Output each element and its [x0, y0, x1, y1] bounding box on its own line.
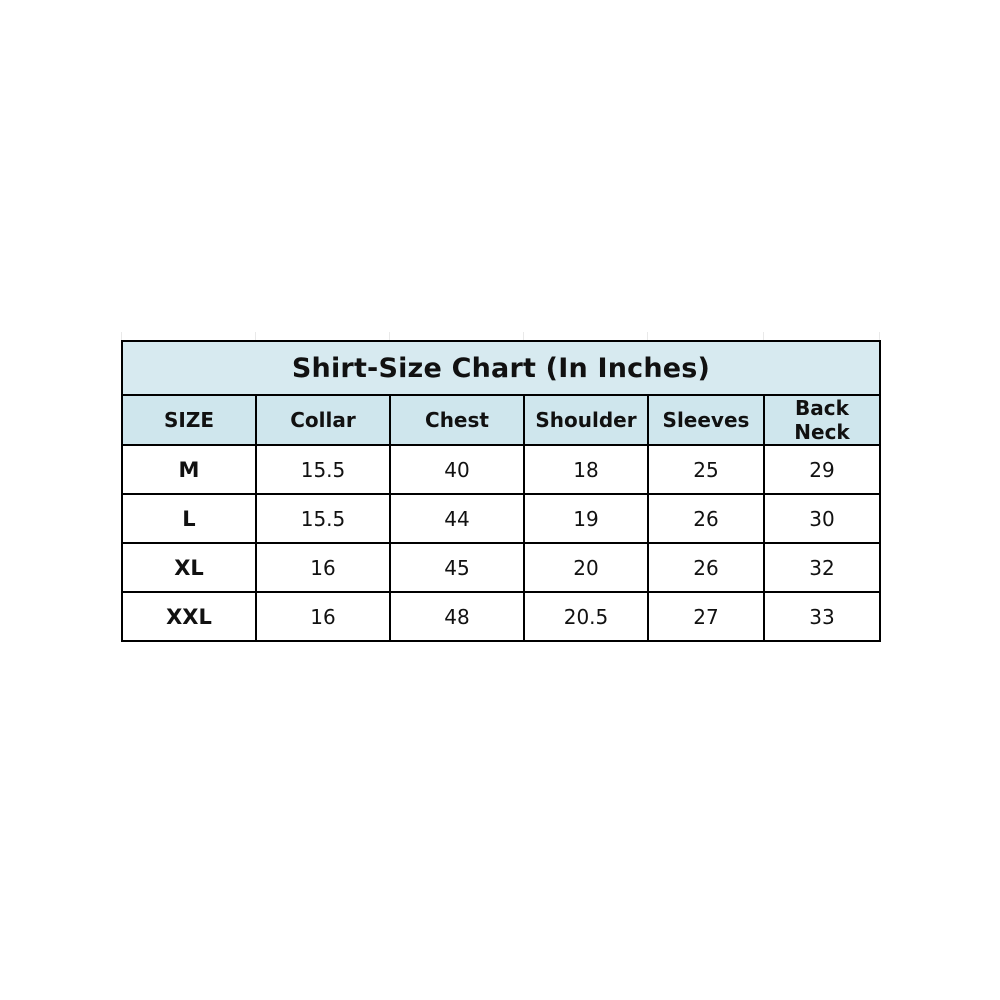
cell-sleeves: 25: [648, 445, 764, 494]
cell-back-neck: 32: [764, 543, 880, 592]
column-header-back-neck: Back Neck: [764, 395, 880, 445]
cell-chest: 44: [390, 494, 524, 543]
cell-collar: 15.5: [256, 445, 390, 494]
column-header-sleeves: Sleeves: [648, 395, 764, 445]
column-header-size: SIZE: [122, 395, 256, 445]
cell-size: M: [122, 445, 256, 494]
cell-size: L: [122, 494, 256, 543]
cell-shoulder: 20.5: [524, 592, 648, 641]
cell-collar: 16: [256, 543, 390, 592]
cell-shoulder: 20: [524, 543, 648, 592]
table-row: [122, 494, 880, 543]
table-title-row: [122, 341, 880, 395]
column-header-shoulder: Shoulder: [524, 395, 648, 445]
cell-size: XL: [122, 543, 256, 592]
shirt-size-chart-table: [121, 340, 881, 642]
cell-chest: 45: [390, 543, 524, 592]
cell-collar: 16: [256, 592, 390, 641]
cell-back-neck: 30: [764, 494, 880, 543]
cell-shoulder: 19: [524, 494, 648, 543]
cell-chest: 48: [390, 592, 524, 641]
table-row: [122, 543, 880, 592]
cell-sleeves: 26: [648, 494, 764, 543]
cell-back-neck: 33: [764, 592, 880, 641]
cell-back-neck: 29: [764, 445, 880, 494]
cell-sleeves: 26: [648, 543, 764, 592]
column-header-chest: Chest: [390, 395, 524, 445]
column-header-collar: Collar: [256, 395, 390, 445]
cell-collar: 15.5: [256, 494, 390, 543]
table-row: [122, 445, 880, 494]
table-row: [122, 592, 880, 641]
cell-sleeves: 27: [648, 592, 764, 641]
page-title: Shirt-Size Chart (In Inches): [122, 341, 880, 395]
size-chart-container: [121, 340, 879, 642]
cell-shoulder: 18: [524, 445, 648, 494]
table-header-row: [122, 395, 880, 445]
cell-chest: 40: [390, 445, 524, 494]
cell-size: XXL: [122, 592, 256, 641]
